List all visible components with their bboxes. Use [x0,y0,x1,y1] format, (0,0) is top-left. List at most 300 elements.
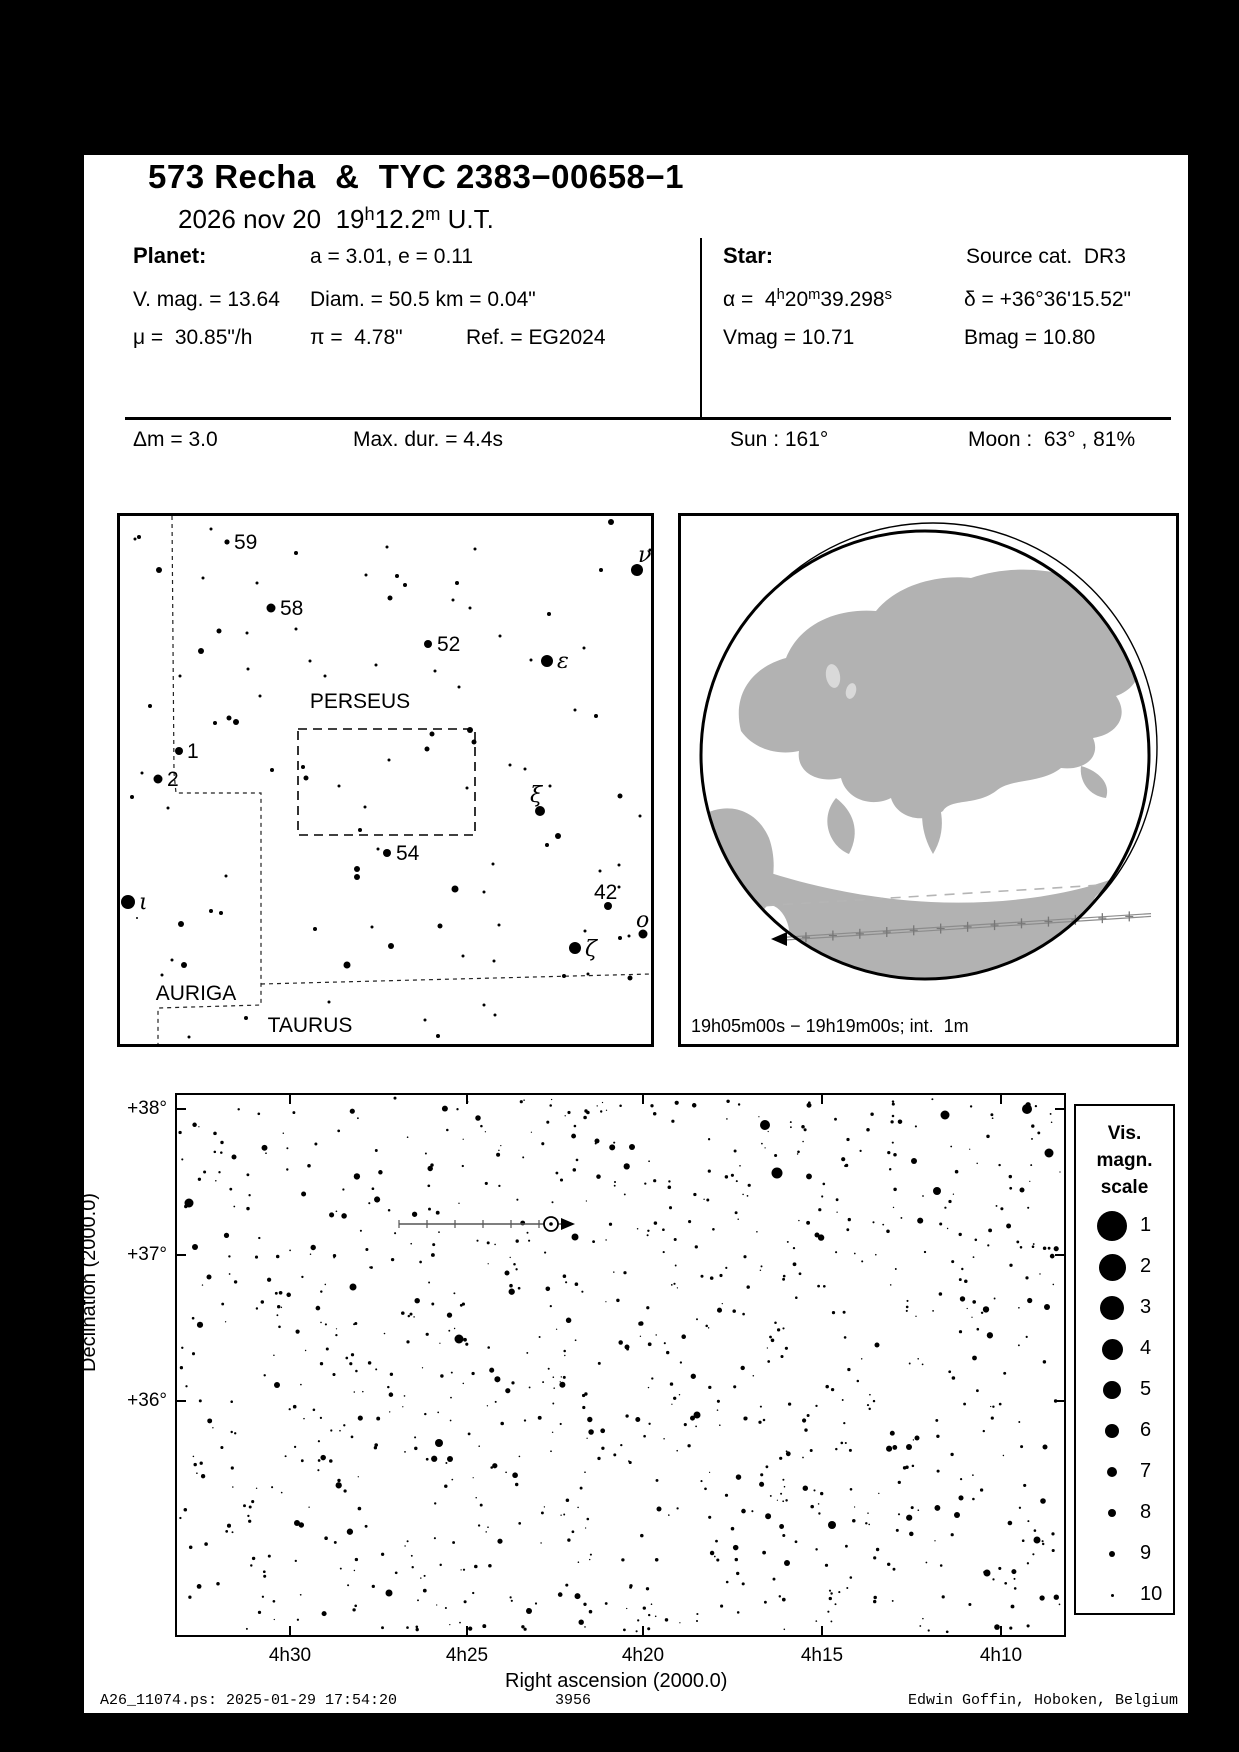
field-star [391,1258,394,1261]
field-star [220,1151,223,1154]
field-star [1048,1247,1051,1250]
field-star [733,1545,739,1551]
field-star [623,1629,626,1632]
field-star [434,670,437,673]
field-star [720,1605,723,1608]
field-star [571,1134,576,1139]
field-star [664,1342,666,1344]
field-star [834,1118,837,1121]
field-star [565,1281,567,1283]
field-star [618,886,621,889]
field-star [919,1625,921,1627]
field-star [427,1184,430,1187]
field-star [372,1585,375,1588]
field-star [637,1228,639,1230]
field-star [875,1254,877,1256]
field-star [840,1442,843,1445]
y-tick-label: +36° [127,1390,167,1411]
field-star [262,1145,268,1151]
field-star [401,1311,405,1315]
field-star [712,1228,715,1231]
field-star [389,1392,394,1397]
field-star [582,1406,585,1409]
event-datetime [178,204,494,235]
bright-star [447,1456,453,1462]
field-star [196,1472,198,1474]
field-star [675,1265,677,1267]
field-star [706,1199,709,1202]
field-star [555,833,561,839]
field-star [674,1238,677,1241]
field-star [249,1506,252,1509]
star-map-chart [175,1093,1066,1637]
minute-superscript: m [425,203,441,224]
field-star [771,1339,775,1343]
field-star [378,1170,382,1174]
field-star [953,1194,954,1195]
field-star [277,1305,280,1308]
constellation-label: TAURUS [267,1014,353,1037]
field-star [751,1510,753,1512]
constellation-label: AURIGA [155,982,237,1005]
field-star [365,1248,368,1251]
field-star [275,1292,278,1295]
star-label: ζ [585,937,597,962]
field-star [388,943,394,949]
field-star [347,1584,349,1586]
field-star [708,1138,710,1140]
track-time-caption: 19h05m00s − 19h19m00s; int. 1m [691,1016,969,1036]
field-star [505,1388,510,1393]
field-star [808,1101,811,1104]
field-star [731,1174,734,1177]
field-star [886,1446,892,1452]
field-star [541,1142,544,1145]
field-star [300,1384,302,1386]
field-star [279,1291,283,1295]
field-star [518,1287,521,1290]
field-star [761,1143,763,1145]
magnitude-value: 6 [1140,1419,1152,1441]
field-star [994,1624,1000,1630]
field-star [329,1212,334,1217]
field-star [509,1284,513,1288]
field-star [271,1486,273,1488]
field-star [492,1463,497,1468]
field-star [293,1405,297,1409]
field-star [1022,1539,1025,1542]
field-star [134,538,137,541]
field-star [427,1166,432,1171]
field-star [788,1402,791,1405]
field-star [584,930,587,933]
globe-canvas [681,516,1176,1044]
field-star [252,1557,255,1560]
field-star [320,1455,325,1460]
field-star [449,1624,450,1625]
page-title: 573 Recha & TYC 2383−00658−1 [148,158,685,195]
field-star [975,1239,978,1242]
field-star [276,1314,278,1316]
field-star [779,1595,781,1597]
field-star [338,785,341,788]
field-star [463,1383,465,1385]
planet-vmag: V. mag. = 13.64 [133,288,280,311]
field-star [332,1373,335,1376]
field-star [303,1418,305,1420]
field-star [653,1112,657,1116]
field-star [992,1406,994,1408]
field-star [747,1195,749,1197]
field-star [498,1185,500,1187]
field-star [854,1253,856,1255]
field-star [807,1414,810,1417]
field-star [402,1406,403,1407]
field-star [1039,1595,1044,1600]
planet-parallax: π = 4.78" [310,326,403,349]
field-star [581,1291,583,1293]
field-star [782,1598,786,1602]
x-tick-label: 4h30 [268,1645,312,1666]
magnitude-value: 2 [1140,1255,1152,1277]
field-star [732,1309,736,1313]
field-star [873,1556,876,1559]
field-star [681,1334,686,1339]
field-star [784,1629,786,1631]
field-star [785,1347,788,1350]
field-star [735,1558,738,1561]
field-star [375,1368,377,1370]
field-star [428,1208,431,1211]
field-star [629,1584,632,1587]
field-star [605,1301,606,1302]
field-star [769,1336,772,1339]
field-star [959,1233,962,1236]
field-star [583,1603,586,1606]
field-star [1027,1207,1029,1209]
bright-star [505,1271,510,1276]
field-star [708,1516,711,1519]
footer-page-number: 3956 [555,1692,592,1709]
field-star [928,1629,930,1631]
field-star [468,1432,471,1435]
field-star [579,1620,584,1625]
named-star [175,747,183,755]
field-star [351,1436,354,1439]
field-star [780,1355,783,1358]
named-star [569,942,581,954]
field-star [906,1300,908,1302]
field-star [922,1195,924,1197]
bright-star [455,1335,464,1344]
field-star [783,1275,786,1278]
field-star [189,1546,193,1550]
field-star [546,1287,551,1292]
field-star [872,1221,874,1223]
field-star [648,1342,652,1346]
field-star [335,1334,337,1336]
star-section-label: Star: [723,243,774,268]
field-star [313,1409,316,1412]
field-star [835,1448,837,1450]
field-star [951,1533,954,1536]
field-star [797,1153,798,1154]
field-star [917,1218,923,1224]
field-star [513,1263,516,1266]
bright-star [911,1158,917,1164]
field-star [618,936,622,940]
field-star [836,1198,839,1201]
field-star [285,1455,287,1457]
field-star [773,1578,776,1581]
field-star [736,1474,741,1479]
field-star [553,1387,555,1389]
field-star [635,1417,640,1422]
field-star [797,1150,800,1153]
field-star [432,1243,435,1246]
field-star [510,1257,511,1258]
target-field-rect [298,729,475,835]
star-label: 59 [234,531,258,554]
field-star [310,1254,311,1255]
field-star [676,1507,678,1509]
field-star [416,1628,419,1631]
field-star [526,1352,528,1354]
field-star [474,548,477,551]
field-star [141,772,144,775]
field-star [626,1608,627,1609]
field-star [654,1221,657,1224]
star-label: 54 [396,842,420,865]
field-star [1009,1264,1012,1267]
field-star [294,551,298,555]
field-star [950,1453,953,1456]
field-star [229,1273,231,1275]
field-star [408,1315,410,1317]
field-star [991,1417,994,1420]
field-star [1027,1624,1030,1627]
field-star [1042,1543,1044,1545]
field-star [737,1219,738,1220]
field-star [431,1303,434,1306]
field-star [256,582,259,585]
field-star [296,1330,300,1334]
field-star [671,1404,672,1405]
field-star [719,1274,722,1277]
field-star [915,1125,917,1127]
field-star [295,1560,297,1562]
field-star [614,1181,616,1183]
field-star [967,1308,968,1309]
field-star [618,794,623,799]
field-star [225,1321,226,1322]
field-star [846,1587,848,1589]
field-star [1037,1131,1040,1134]
field-star [972,1356,977,1361]
field-star [906,1310,908,1312]
field-star [407,1136,409,1138]
field-star [867,1404,869,1406]
field-star [584,1626,586,1628]
field-star [818,1503,820,1505]
field-star [768,1131,769,1132]
field-star [351,1353,354,1356]
named-star [424,640,432,648]
field-star [527,1232,529,1234]
field-star [256,1307,258,1309]
field-star [599,568,603,572]
field-star [544,1506,545,1507]
field-star [898,1513,900,1515]
field-star [850,1576,853,1579]
field-star [318,1440,320,1442]
field-star [372,1187,375,1190]
bright-star [192,1244,198,1250]
star-label: 52 [437,633,461,656]
field-star [318,1459,321,1462]
field-star [679,1622,680,1623]
sun-elongation: Sun : 161° [730,428,829,451]
field-star [1009,1175,1012,1178]
y-tick-label: +37° [127,1244,167,1265]
field-star [1018,1344,1020,1346]
field-star [619,1105,622,1108]
field-star [587,1417,592,1422]
field-star [804,1128,807,1131]
field-star [760,1406,762,1408]
field-star [605,1602,608,1605]
field-star [844,1336,847,1339]
field-star [852,1519,856,1523]
field-star [547,612,551,616]
field-star [439,1564,441,1566]
field-star [700,1480,702,1482]
field-star [198,1178,201,1181]
field-star [1003,1455,1004,1456]
field-star [452,1541,455,1544]
star-source-catalog: Source cat. DR3 [966,245,1126,268]
field-star [912,1465,915,1468]
field-star [456,1108,458,1110]
field-star [655,1616,657,1618]
field-star [381,1626,384,1629]
field-star [892,1115,895,1118]
field-star [758,1421,761,1424]
field-star [445,1607,447,1609]
field-star [798,1220,799,1221]
field-star [305,1350,306,1351]
field-star [774,1154,777,1157]
field-star [936,1435,939,1438]
field-star [700,1275,703,1278]
field-star [583,647,586,650]
field-star [431,1253,435,1257]
field-star [890,1284,892,1286]
field-star [325,1323,327,1325]
field-star [451,1372,453,1374]
field-star [358,828,362,832]
field-star [959,1330,962,1333]
field-star [292,1111,295,1114]
field-star [810,1449,813,1452]
field-star [675,1101,679,1105]
field-star [522,1156,524,1158]
field-star [333,1254,336,1257]
x-axis-title: Right ascension (2000.0) [505,1670,728,1692]
field-star [795,1296,798,1299]
field-star [913,1439,914,1440]
field-star [804,1428,807,1431]
column-divider [700,238,702,420]
field-star [669,1206,672,1209]
field-star [973,1256,975,1258]
field-star [861,1358,862,1359]
field-star [988,1228,992,1232]
field-star [971,1317,972,1318]
field-star [197,1584,202,1589]
field-star [614,1185,616,1187]
field-star [873,1600,876,1603]
field-star [232,1531,234,1533]
field-star [347,1529,353,1535]
field-star [410,1243,412,1245]
named-star [267,604,276,613]
field-star [582,1394,585,1397]
field-star [786,1450,788,1452]
field-star [733,1385,736,1388]
field-star [692,1103,697,1108]
field-star [452,599,455,602]
field-star [381,1553,384,1556]
field-star [344,962,351,969]
field-star [354,1570,355,1571]
field-star [259,695,262,698]
field-star [589,1610,593,1614]
field-star [431,1456,437,1462]
magnitude-value: 7 [1140,1460,1152,1482]
field-star [976,1163,977,1164]
field-star [494,1014,497,1017]
field-star [447,1312,452,1317]
field-star [739,1165,741,1167]
field-star [983,1430,985,1432]
field-star [426,1458,429,1461]
star-right-ascension: α = 4$^h$20$^m$39.298$^s$ [723,287,892,311]
field-star [198,648,204,654]
field-star [567,1111,570,1114]
constellation-boundary [261,974,651,984]
field-star [482,1624,486,1628]
field-star [448,1330,450,1332]
field-star [544,1252,546,1254]
field-star [873,1596,876,1599]
field-star [244,1016,248,1020]
field-star [596,1174,601,1179]
magnitude-value: 5 [1140,1378,1152,1400]
field-star [1031,1138,1033,1140]
field-star [403,583,407,587]
field-star [450,1420,452,1422]
bright-star [1020,1188,1025,1193]
field-star [574,1125,577,1128]
field-star [998,1164,1000,1166]
field-star [760,1473,763,1476]
field-star [580,1487,583,1490]
field-star [628,976,633,981]
field-star [202,577,205,580]
field-star [613,1271,614,1272]
field-star [556,1329,557,1330]
